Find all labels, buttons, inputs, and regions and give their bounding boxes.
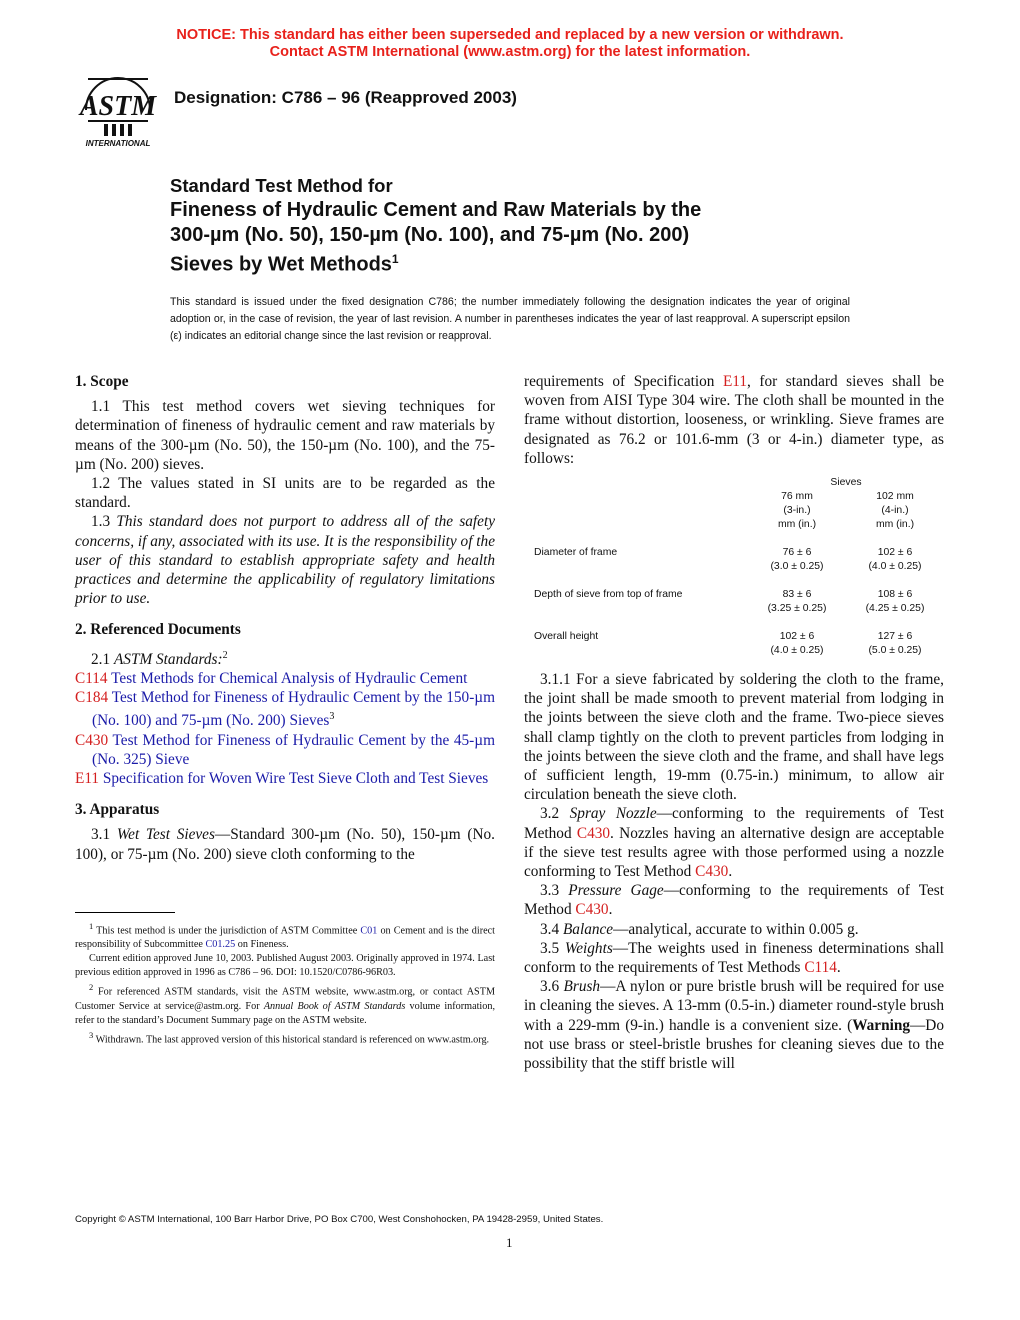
ref-item-e11 [75,769,495,788]
cell-value: (5.0 ± 0.25) [868,645,922,657]
row-label: Diameter of frame [534,547,618,559]
para-2-1-text: ASTM Standards: [113,650,223,668]
footnote-3-text: Withdrawn. The last approved version of this historical standard is referenced on www.astm.org. [93,1034,490,1046]
cell-value: 102 ± 6 [877,547,913,559]
para-3-1-continued [524,372,944,468]
withdrawal-notice [0,27,1020,61]
para-2-1-num: 2.1 [91,650,114,668]
ref-link-c114[interactable]: C114 [75,669,108,687]
para-3-6-warning: Warning [852,1016,910,1034]
left-column [75,372,495,864]
col2-size: 102 mm [876,491,914,503]
astm-logo [74,70,162,150]
para-3-6-term: Brush [563,978,601,996]
para-3-1 [75,825,495,863]
para-3-6-text-b: —Do not use brass or steel-bristle brushes for cleaning sieves due to the possibility that the stiff bristle will [524,1016,944,1073]
para-3-5-num: 3.5 [540,939,565,957]
para-3-1-1: 3.1.1 For a sieve fabricated by soldering the cloth to the frame, the joint shall be made smooth to prevent material from lodging in the joints between the sieve cloth and the frame. Two-piece sieves shall clamp tightly on the cloth to prevent particles from lodging in the joints between the sieve cloth and the frame, and shall have legs of sufficient length, 19-mm (0.75-in.) minimum, to allow air circulation beneath the sieve cloth. [524,671,944,804]
para-1-3-text: This standard does not purport to address all of the safety concerns, if any, associated with its use. It is the responsibility of the user of this standard to establish appropriate safety and health practices and determine the applicability of regulatory limitations prior to use. [75,513,496,608]
ref-text-c430[interactable]: Test Method for Fineness of Hydraulic Cement by the 45-µm (No. 325) Sieve [92,731,495,768]
footnote-rule [75,912,175,913]
para-3-1-cont-a: requirements of Specification [524,373,723,390]
right-column [524,372,944,1073]
title-line-3: Sieves by Wet Methods [170,253,392,276]
ref-item-c430 [75,731,495,769]
row-label: Depth of sieve from top of frame [534,589,683,601]
footnote-3-mark: 3 [89,1029,94,1040]
designation: Designation: C786 – 96 (Reapproved 2003) [174,88,517,107]
link-c114[interactable]: C114 [804,959,837,977]
logo-letters: ASTM [79,91,157,122]
para-2-1 [75,646,495,669]
para-3-2-text-b: . Nozzles having an alternative design are acceptable if the sieve test results agree with those performed using a nozzle conforming to Test Method [524,824,944,881]
cell-value: 102 ± 6 [779,631,815,643]
para-3-5-text-b: . [836,959,841,977]
col1-size: 76 mm [781,491,813,503]
document-title [170,174,870,277]
link-e11[interactable]: E11 [722,373,748,390]
ref-item-c184 [75,688,495,731]
para-3-6-text-a: —A nylon or pure bristle brush will be required for use in cleaning the sieves. A 13-mm (0.5-in.) diameter round-style brush with a 229-mm (9-in.) handle is a convenient size. ( [524,978,944,1034]
para-3-2-text-c: . [728,863,733,881]
para-3-2-term: Spray Nozzle [569,805,657,823]
footnote-1-text-c: on Fineness. [235,939,289,951]
ref-link-c184[interactable]: C184 [75,689,109,707]
title-line-2: 300-µm (No. 50), 150-µm (No. 100), and 75-µm (No. 200) [170,223,690,246]
col2-unit: mm (in.) [875,519,915,531]
row-label: Overall height [534,631,599,643]
ref-item-c114 [75,669,495,688]
copyright: Copyright © ASTM International, 100 Barr Harbor Drive, PO Box C700, West Conshohocken, PA 19428-2959, United States. [75,1214,604,1225]
table-row [524,630,944,658]
para-3-4 [524,920,944,939]
title-line-1: Fineness of Hydraulic Cement and Raw Materials by the [170,199,702,221]
para-3-1-term: Wet Test Sieves [116,826,215,844]
footnote-1-link-c0125[interactable]: C01.25 [205,939,236,951]
ref-text-e11[interactable]: Specification for Woven Wire Test Sieve Cloth and Test Sieves [99,770,489,788]
para-3-6 [524,977,944,1073]
para-3-3-text-b: . [608,901,613,919]
para-3-3 [524,881,944,919]
table-row [524,546,944,574]
para-3-6-num: 3.6 [540,978,564,996]
title-footnote-mark: 1 [391,252,399,266]
ref-link-e11[interactable]: E11 [75,770,100,788]
link-c430[interactable]: C430 [576,824,611,842]
ref-text-c184[interactable]: Test Method for Fineness of Hydraulic Cement by the 150-µm (No. 100) and 75-µm (No. 200) Sieves [92,689,495,730]
para-3-4-term: Balance [562,920,614,938]
ref-sup-c184: 3 [329,711,335,723]
footnote-2 [75,980,495,1027]
footnote-1 [75,919,495,952]
footnote-3 [75,1028,495,1047]
cell-value: (4.25 ± 0.25) [865,603,925,615]
para-3-5 [524,939,944,977]
footnote-2-text-a: For referenced ASTM standards, visit the ASTM website, www.astm.org, or contact ASTM Customer Service at service@astm.org. For [75,986,495,1012]
ref-link-c430[interactable]: C430 [75,731,109,749]
cell-value: (4.0 ± 0.25) [868,561,922,573]
col1-inch: (3-in.) [783,505,811,517]
para-3-5-text-a: —The weights used in fineness determinations shall conform to the requirements of Test Methods [524,939,944,977]
para-3-1-text: —Standard 300-µm (No. 50), 150-µm (No. 100), or 75-µm (No. 200) sieve cloth conforming to the [75,826,496,863]
table-col1-head [748,490,846,532]
section-2-heading: 2. Referenced Documents [75,621,241,639]
notice-line-1: NOTICE: This standard has either been superseded and replaced by a new version or withdrawn. [176,27,844,43]
para-1-1: 1.1 This test method covers wet sieving techniques for determination of fineness of hydraulic cement and raw materials by means of the 300-µm (No. 50), the 150-µm (No. 100), and the 75-µm (No. 200) sieves. [75,398,495,473]
link-c430[interactable]: C430 [575,901,609,919]
col2-inch: (4-in.) [881,505,909,517]
cell-value: 76 ± 6 [782,547,812,559]
para-3-3-text-a: —conforming to the requirements of Test Method [524,882,944,919]
cell-value: (3.25 ± 0.25) [767,603,827,615]
para-3-2 [524,804,944,881]
footnote-1-text-b: on Cement and is the direct responsibility of Subcommittee [75,925,495,951]
page-number: 1 [506,1235,513,1250]
footnote-1-edition: Current edition approved June 10, 2003. Published August 2003. Originally approved in 1974. Last previous edition approved in 1996 as C786 – 96. DOI: 10.1520/C0786-96R03. [75,953,495,979]
footnote-2-text-b: volume information, refer to the standard’s Document Summary page on the ASTM website. [75,1000,495,1026]
para-3-1-cont-b: , for standard sieves shall be woven from AISI Type 304 wire. The cloth shall be mounted in the frame without distortion, looseness, or wrinkling. Sieve frames are designated as 76.2 or 101.6-mm (3 or 4-in.) diameter type, as follows: [524,373,944,467]
table-group-header: Sieves [830,477,862,489]
footnote-1-link-c01[interactable]: C01 [360,925,378,937]
issuance-note: This standard is issued under the fixed designation C786; the number immediately following the designation indicates the year of original adoption or, in the case of revision, the year of last revision. A number in parentheses indicates the year of last reapproval. A superscript epsilon (ε) indicates an editorial change since the last revision or reapproval. [170,296,850,342]
footnote-1-text-a: This test method is under the jurisdiction of ASTM Committee [93,925,361,937]
para-3-3-num: 3.3 [540,882,569,900]
para-1-3 [75,512,495,608]
astm-logo-icon [74,70,162,150]
footnote-1-mark: 1 [89,921,94,931]
footnote-2-mark: 2 [89,982,94,993]
title-pre: Standard Test Method for [170,175,393,196]
para-3-4-num: 3.4 [540,920,563,938]
para-2-1-sup: 2 [222,649,228,661]
footnote-2-italic: Annual Book of ASTM Standards [263,1000,406,1012]
para-3-4-text: —analytical, accurate to within 0.005 g. [613,920,859,938]
cell-value: 83 ± 6 [782,589,812,601]
footnotes [75,912,495,1047]
col1-unit: mm (in.) [777,519,817,531]
ref-text-c114[interactable]: Test Methods for Chemical Analysis of Hydraulic Cement [107,669,468,687]
cell-value: (4.0 ± 0.25) [770,645,824,657]
table-row [524,588,944,616]
table-col2-head [846,490,944,532]
section-1-heading: 1. Scope [75,373,129,390]
cell-value: 108 ± 6 [877,589,913,601]
cell-value: (3.0 ± 0.25) [770,561,824,573]
link-c430[interactable]: C430 [695,863,729,881]
section-3-heading: 3. Apparatus [75,801,160,819]
para-3-5-term: Weights [564,939,613,957]
para-1-3-num: 1.3 [91,513,117,531]
para-3-2-num: 3.2 [540,805,570,823]
para-3-3-term: Pressure Gage [568,882,664,900]
notice-line-2: Contact ASTM International (www.astm.org) for the latest information. [269,44,751,60]
para-3-1-num: 3.1 [91,826,117,844]
cell-value: 127 ± 6 [877,631,913,643]
para-1-2: 1.2 The values stated in SI units are to be regarded as the standard. [75,475,495,512]
sieve-dimensions-table [524,476,944,658]
para-3-2-text-a: —conforming to the requirements of Test Method [524,805,945,842]
logo-subtext: INTERNATIONAL [85,139,151,148]
